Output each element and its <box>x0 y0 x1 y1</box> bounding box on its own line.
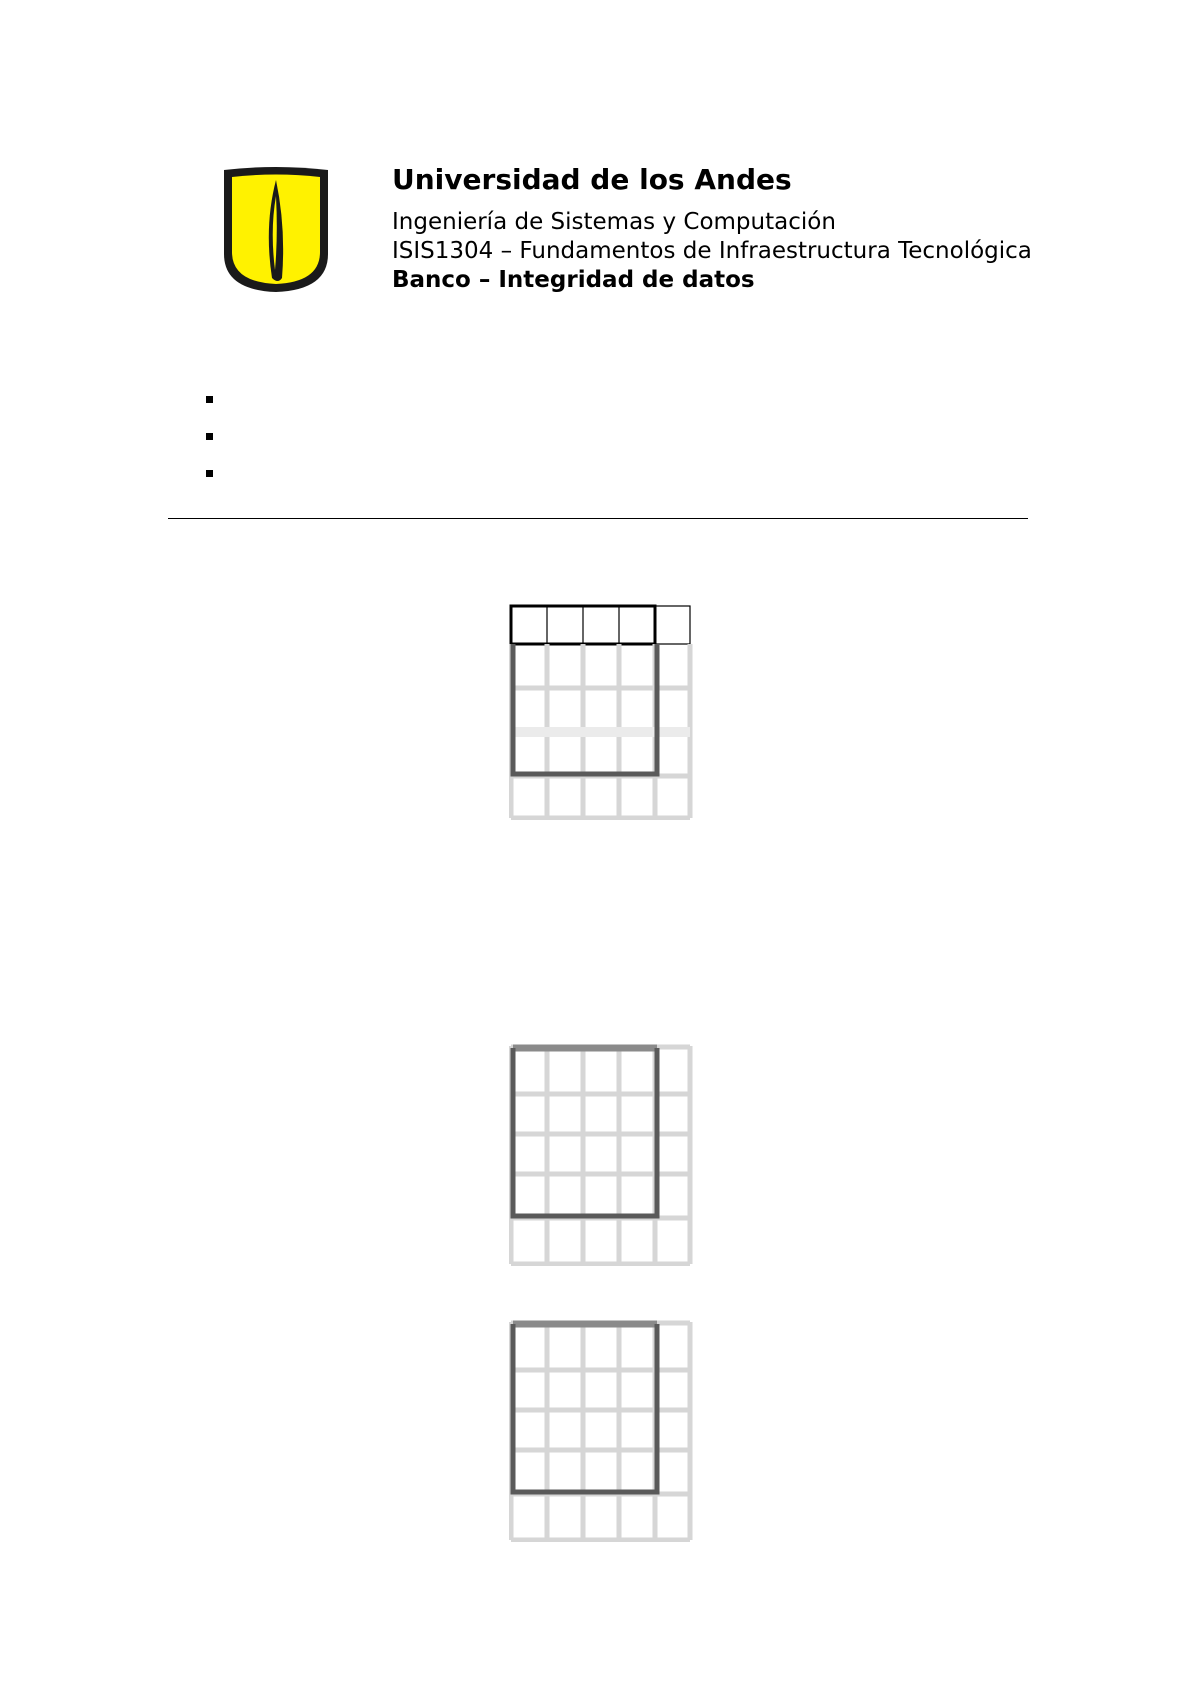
section-divider <box>168 518 1028 519</box>
grid-header-row <box>511 606 690 644</box>
department-name: Ingeniería de Sistemas y Computación <box>392 209 836 235</box>
course-name: ISIS1304 – Fundamentos de Infraestructura Tecnológica <box>392 238 1032 264</box>
bullet-item <box>206 433 213 440</box>
university-logo <box>220 166 332 294</box>
grid-table <box>509 1320 693 1542</box>
bullet-item <box>206 396 213 403</box>
bullet-item <box>206 470 213 477</box>
grid-faint-lines <box>511 1046 690 1264</box>
grid-faint-lines <box>511 644 690 818</box>
grid-figure-1 <box>509 604 693 820</box>
shield-icon <box>220 166 332 294</box>
grid-figure-3 <box>509 1320 693 1542</box>
grid-table <box>509 604 693 820</box>
grid-faint-lines <box>511 1322 690 1540</box>
assignment-title: Banco – Integridad de datos <box>392 267 755 293</box>
document-header <box>392 160 1032 295</box>
university-name: Universidad de los Andes <box>392 163 792 196</box>
grid-table <box>509 1044 693 1266</box>
bullet-list <box>206 396 213 507</box>
grid-figure-2 <box>509 1044 693 1266</box>
